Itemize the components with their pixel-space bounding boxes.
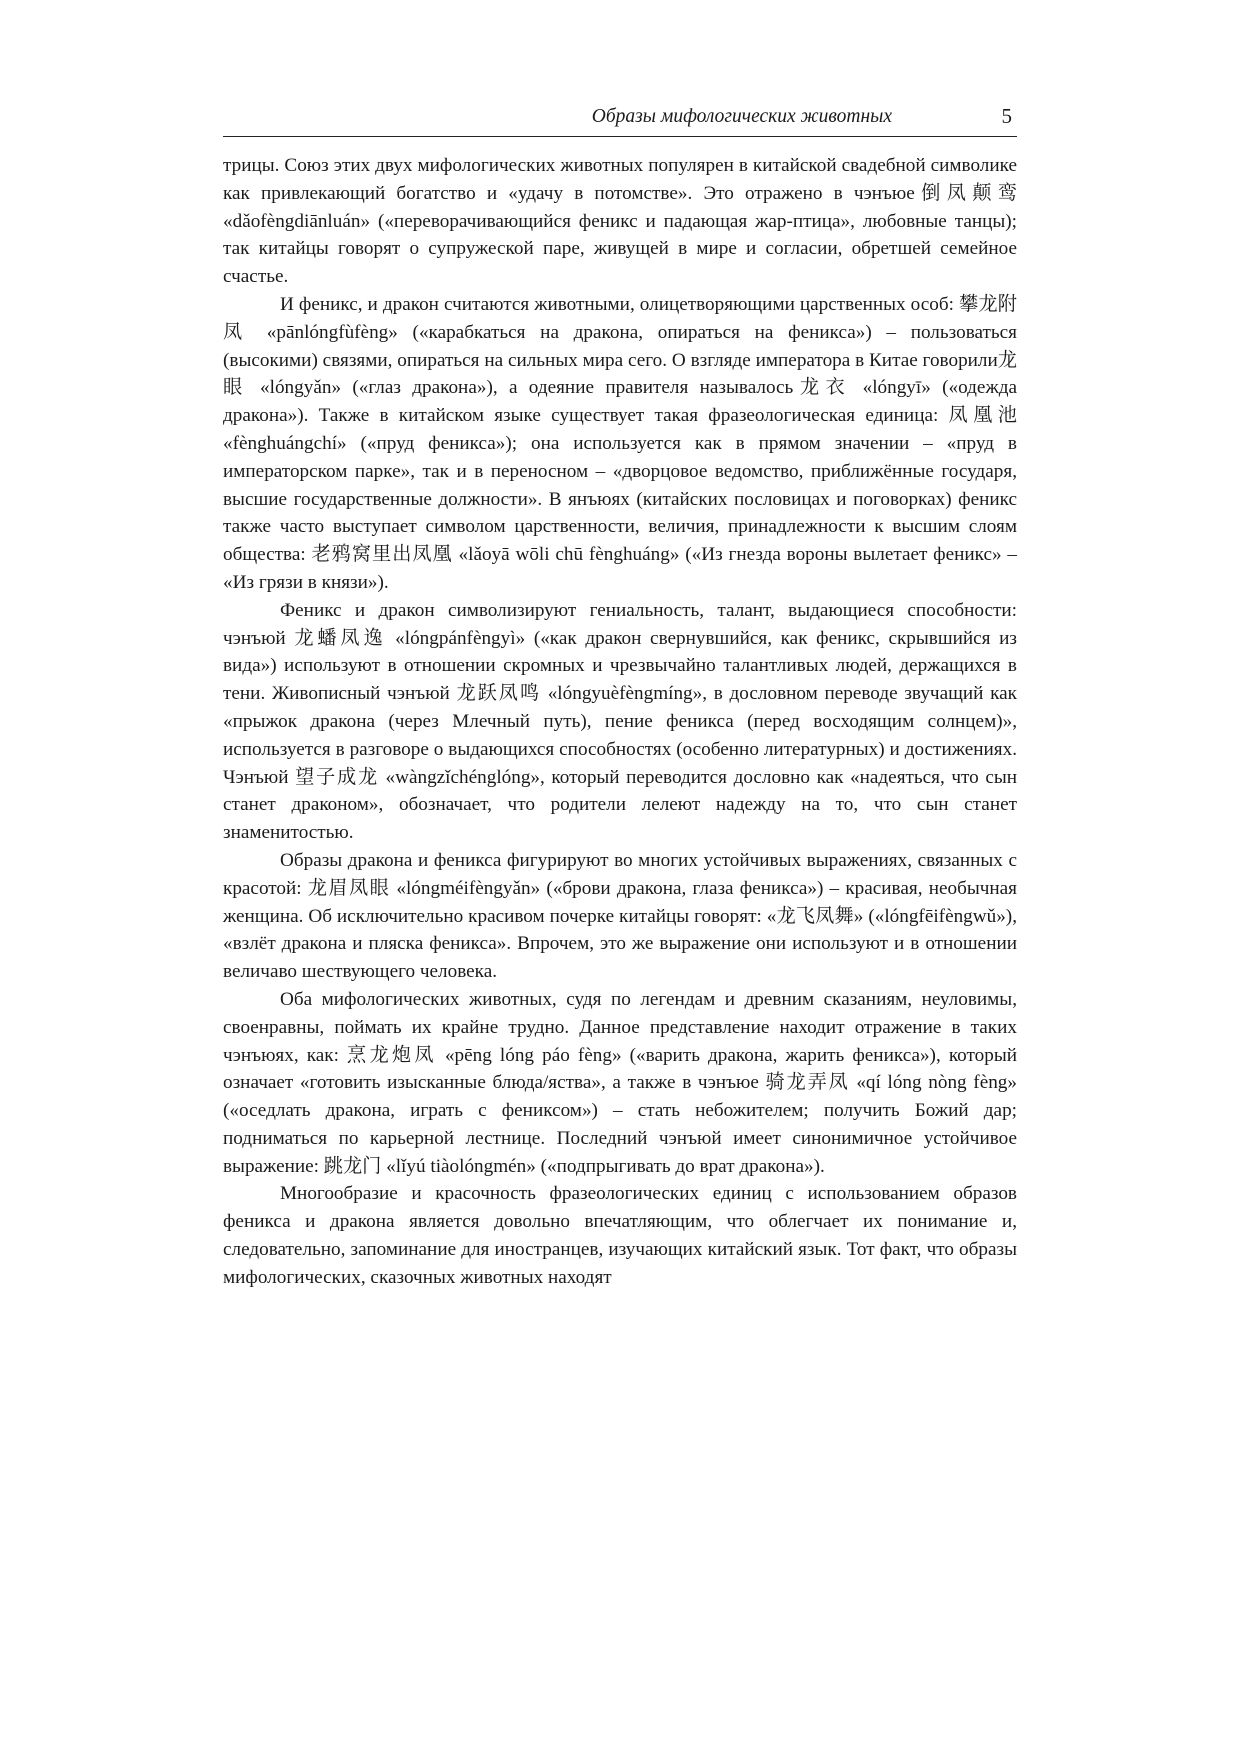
page-number: 5 [1001, 104, 1012, 128]
paragraph-6: Многообразие и красочность фразеологических единиц с использованием образов феникса и дракона является довольно впечатляющим, что облегчает их понимание и, следовательно, запоминание для иностранцев, изучающих китайский язык. Тот факт, что образы мифологических, сказочных животных находят [223, 1183, 1017, 1288]
paragraph-5: Оба мифологических животных, судя по легендам и древним сказаниям, неуловимы, своенравны, поймать их крайне трудно. Данное представление находит отражение в таких чэнъюях, как: 烹龙炮凤 «pēng lóng páo fèng» («варить дракона, жарить феникса»), который означает «готовить изысканные блюда/яства», а также в чэнъюе 骑龙弄凤 «qí lóng nòng fèng» («оседлать дракона, играть с фениксом») – стать небожителем; получить Божий дар; подниматься по карьерной лестнице. Последний чэнъюй имеет синонимичное устойчивое выражение: 跳龙门 «lǐyú tiàolóngmén» («подпрыгивать до врат дракона»). [223, 988, 1017, 1177]
paragraph-2: И феникс, и дракон считаются животными, олицетворяющими царственных особ: 攀龙附凤 «pānlóngfùfèng» («карабкаться на дракона, опираться на феникса») – пользоваться (высокими) связями, опираться на сильных мира сего. О взгляде императора в Китае говорили龙眼 «lóngyǎn» («глаз дракона»), а одеяние правителя называлось龙衣 «lóngyī» («одежда дракона»). Также в китайском языке существует такая фразеологическая единица: 凤凰池 «fènghuángchí» («пруд феникса»); она используется как в прямом значении – «пруд в императорском парке», так и в переносном – «дворцовое ведомство, приближённые государя, высшие государственные должности». В янъюях (китайских пословицах и поговорках) феникс также часто выступает символом царственности, величия, принадлежности к высшим слоям общества: 老鸦窝里出凤凰 «lǎoyā wōli chū fènghuáng» («Из гнезда вороны вылетает феникс» – «Из грязи в князи»). [223, 293, 1017, 593]
paragraph-1: трицы. Союз этих двух мифологических животных популярен в китайской свадебной символике как привлекающий богатство и «удачу в потомстве». Это отражено в чэнъюе倒凤颠鸾 «dǎofèngdiānluán» («переворачивающийся феникс и падающая жар-птица», любовные танцы); так китайцы говорят о супружеской паре, живущей в мире и согласии, обретшей семейное счастье. [223, 155, 1017, 288]
header-rule [223, 136, 1017, 137]
paragraph-3: Феникс и дракон символизируют гениальность, талант, выдающиеся способности: чэнъюй 龙蟠凤逸 «lóngpánfèngyì» («как дракон свернувшийся, как феникс, скрывшийся из вида») используют в отношении скромных и чрезвычайно талантливых людей, держащихся в тени. Живописный чэнъюй 龙跃凤鸣 «lóngyuèfèngmíng», в дословном переводе звучащий как «прыжок дракона (через Млечный путь), пение феникса (перед восходящим солнцем)», используется в разговоре о выдающихся способностях (особенно литературных) и достижениях. Чэнъюй 望子成龙 «wàngzǐchénglóng», который переводится дословно как «надеяться, что сын станет драконом», обозначает, что родители лелеют надежду на то, что сын станет знаменитостью. [223, 599, 1017, 844]
running-title: Образы мифологических животных [591, 106, 892, 127]
running-header [223, 106, 1017, 136]
paragraph-4: Образы дракона и феникса фигурируют во многих устойчивых выражениях, связанных с красотой: 龙眉凤眼 «lóngméifèngyǎn» («брови дракона, глаза феникса») – красивая, необычная женщина. Об исключительно красивом почерке китайцы говорят: «龙飞凤舞» («lóngfēifèngwǔ»), «взлёт дракона и пляска феникса». Впрочем, это же выражение они используют и в отношении величаво шествующего человека. [223, 849, 1017, 983]
body-text [223, 152, 1017, 1292]
